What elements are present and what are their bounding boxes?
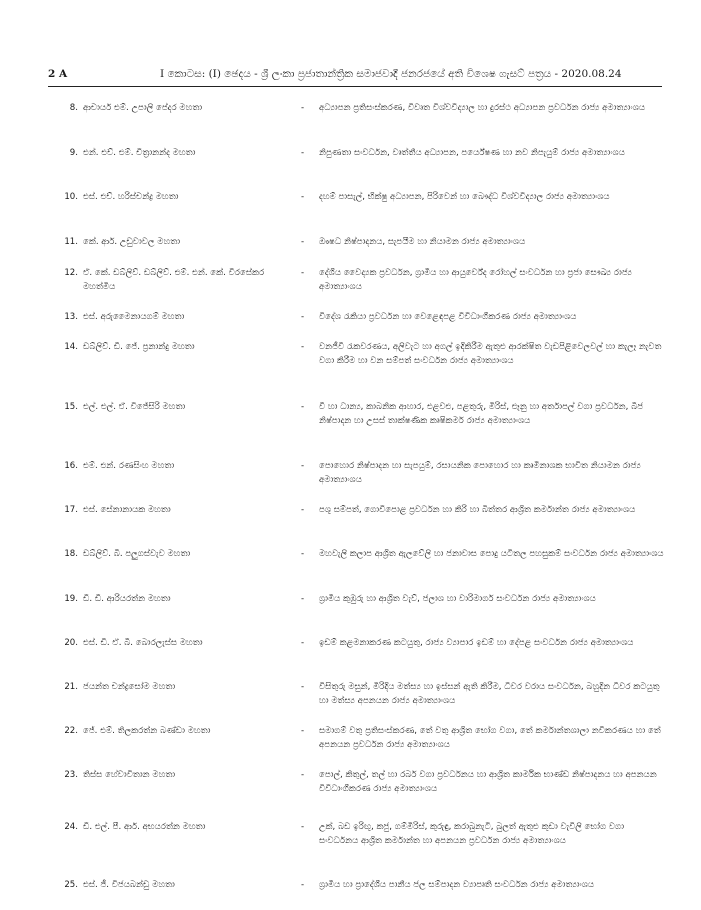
- ministry-description: පශු සම්පත්, ගොවිපොළ ප්‍රවර්ධන හා කිරි හා බිත්තර ආශ්‍රිත කර්මාන්ත රාජ්‍ය අමාත්‍යාංශය: [319, 505, 636, 515]
- entry-number: 20.: [64, 638, 78, 648]
- entry-number: 23.: [64, 770, 78, 780]
- minister-name: එස්. ජී. විජයබන්ඩු මහතා: [83, 880, 175, 890]
- entry-dash: -: [301, 594, 305, 604]
- minister-name: ජයන්ත චන්ද්‍රසෝම මහතා: [83, 682, 176, 692]
- entry-dash: -: [301, 237, 305, 247]
- entry-number: 17.: [64, 505, 78, 515]
- ministry-description: උක්, බඩ ඉරිඟු, කජු, ගම්මිරිස්, කුරුඳු, කරාබුනැටි, බුලත් ඇතුළු කුඩා වැවිලි භෝග වගා සංවර්ධනය ආශ්‍රිත කර්මාන්ත හා අපනයන ප්‍රවර්ධන රාජ්‍ය අමාත්‍යාංශය: [319, 822, 625, 846]
- entry-dash: -: [301, 880, 305, 890]
- ministry-description: පොහොර නිෂ්පාදන හා සැපයුම්, රසායනික පොහොර හා කෘමිනාශක භාවිත නියාමන රාජ්‍ය අමාත්‍යාංශය: [319, 461, 641, 485]
- entry-dash: -: [301, 148, 305, 158]
- ministry-description: විදේශ රැකියා ප්‍රවර්ධන හා වෙළෙඳපළ විවිධාංගීකරණ රාජ්‍ය අමාත්‍යාංශය: [319, 312, 577, 322]
- ministry-description: ග්‍රාමීය හා ප්‍රාදේශීය පානීය ජල සම්පාදන ව්‍යාපෘති සංවර්ධන රාජ්‍ය අමාත්‍යාංශය: [319, 880, 595, 890]
- entry-number: 25.: [64, 880, 78, 890]
- ministry-description: අධ්‍යාපන ප්‍රතිසංස්කරණ, විවෘත විශ්වවිද්‍යාල හා දුරස්ථ අධ්‍යාපන ප්‍රවර්ධන රාජ්‍ය අමාත්‍යාංශය: [319, 103, 646, 113]
- entry-dash: -: [301, 549, 305, 559]
- entry-number: 12.: [64, 268, 78, 278]
- minister-name: ජේ. එම්. තිලකරත්න බණ්ඩා මහතා: [83, 726, 211, 736]
- entry-dash: -: [301, 461, 305, 471]
- entry-number: 9.: [69, 148, 78, 158]
- ministry-description: වී හා ධාන්‍ය, කාබනික ආහාර, එළවළු, පළතුරු, මිරිස්, ළූනු හා අර්තාපල් වගා ප්‍රවර්ධන, බීජ නිෂ්පාදන හා උසස් තාක්ෂණික කෘෂිකර්ම රාජ්‍ය අමාත්‍යාංශය: [319, 402, 644, 426]
- ministry-description: විසිතුරු මසුන්, මිරිදිය මත්ස්‍ය හා ඉස්සන් ඇති කිරීම, ධීවර වරාය සංවර්ධන, බහුදින ධීවර කටයුතු හා මත්ස්‍ය අපනයන රාජ්‍ය අමාත්‍යාංශය: [319, 682, 660, 706]
- ministry-description: මහවැලි කලාප ආශ්‍රිත ඇලවේලි හා ජනාවාස පොදු යටිතල පහසුකම් සංවර්ධන රාජ්‍ය අමාත්‍යාංශය: [319, 549, 664, 559]
- entry-dash: -: [301, 192, 305, 202]
- entry-dash: -: [301, 312, 305, 322]
- ministry-description: දේශීය වෛද්‍යක ප්‍රවර්ධන, ග්‍රාමීය හා ආයුර්වේද රෝහල් සංවර්ධන හා ප්‍රජා සෞඛ්‍ය රාජ්‍ය අමාත්‍යාංශය: [319, 268, 632, 292]
- minister-name: ඩබ්ලිව්. බී. පලුගස්වැව මහතා: [83, 549, 191, 559]
- entry-number: 24.: [64, 822, 78, 832]
- ministry-description: දහම් පාසැල්, භික්ෂු අධ්‍යාපන, පිරිවෙන් හා බෞද්ධ විශ්වවිද්‍යාල රාජ්‍ය අමාත්‍යාංශය: [319, 192, 610, 202]
- ministry-description: වනජීවී රැකවරණය, අලිවැට හා අගල් ඉදිකිරීම ඇතුළු ආරක්ෂිත වැඩපිළිවෙලවල් හා කැලෑ නැවත වගා කිරීම හා වන සම්පත් සංවර්ධන රාජ්‍ය අමාත්‍යාංශය: [319, 342, 662, 366]
- ministry-description: නිපුණතා සංවර්ධන, වෘත්තීය අධ්‍යාපන, පර්යේෂණ හා නව නිපැයුම් රාජ්‍ය අමාත්‍යාංශය: [319, 148, 625, 158]
- entry-number: 14.: [64, 342, 78, 352]
- entry-dash: -: [301, 103, 305, 113]
- ministry-description: ග්‍රාමීය කුඹුරු හා ආශ්‍රිත වැව්, ජලාශ හා වාරිමාර්ග සංවර්ධන රාජ්‍ය අමාත්‍යාංශය: [319, 594, 596, 604]
- entry-number: 11.: [64, 237, 78, 247]
- entry-dash: -: [301, 402, 305, 412]
- entry-dash: -: [301, 268, 305, 278]
- ministry-description: ඉඩම් කළමනාකරණ කටයුතු, රාජ්‍ය ව්‍යාපාර ඉඩම් හා දේපළ සංවර්ධන රාජ්‍ය අමාත්‍යාංශය: [319, 638, 634, 648]
- minister-name: ඩබ්ලිව්. ඩී. ජේ. ප්‍රනාන්දු මහතා: [83, 342, 195, 352]
- entry-number: 16.: [64, 461, 78, 471]
- entry-number: 21.: [64, 682, 78, 692]
- entry-number: 10.: [64, 192, 78, 202]
- entry-number: 19.: [64, 594, 78, 604]
- minister-name: එස්. එච්. හරිස්චන්ද්‍ර මහතා: [83, 192, 179, 202]
- entry-dash: -: [301, 342, 305, 352]
- entry-dash: -: [301, 505, 305, 515]
- minister-name: එම්. එන්. රණසිංහ මහතා: [83, 461, 175, 471]
- entry-number: 22.: [64, 726, 78, 736]
- minister-name: ඒ. කේ. ඩබ්ලිව්. ඩබ්ලිව්. එම්. එන්. කේ. වීරසේකර මහත්මිය: [83, 268, 265, 292]
- entry-dash: -: [301, 638, 305, 648]
- minister-name: ඩී. එල්. පී. ආර්. අභයරත්න මහතා: [83, 822, 206, 832]
- ministry-description: ඖෂධ නිෂ්පාදනය, සැපයීම හා නියාමන රාජ්‍ය අමාත්‍යාංශය: [319, 237, 526, 247]
- ministry-description: සමාගම් වතු ප්‍රතිසංස්කරණ, තේ වතු ආශ්‍රිත භෝග වගා, තේ කර්මාන්තශාලා නවීකරණය හා තේ අපනයන ප්‍රවර්ධන රාජ්‍ය අමාත්‍යාංශය: [319, 726, 661, 750]
- entry-number: 13.: [64, 312, 78, 322]
- entry-number: 15.: [64, 402, 78, 412]
- minister-name: එස්. අරුමෛනායගම් මහතා: [83, 312, 185, 322]
- minister-name: එල්. එල්. ඒ. විජේසිරි මහතා: [83, 402, 186, 412]
- minister-name: එස්. ඩී. ඒ. බී. බොරලැස්ස මහතා: [83, 638, 203, 648]
- entry-dash: -: [301, 682, 305, 692]
- entry-dash: -: [301, 726, 305, 736]
- minister-name: එන්. එච්. එම්. චිත්‍රානන්ද මහතා: [83, 148, 196, 158]
- entry-dash: -: [301, 770, 305, 780]
- page-number: 2 A: [48, 68, 68, 80]
- minister-name: ආචාර්ය එම්. උපාලි පේදර මහතා: [83, 103, 203, 113]
- entry-dash: -: [301, 822, 305, 832]
- minister-name: ඩී. ඩී. ආරියරත්න මහතා: [83, 594, 171, 604]
- ministry-description: පොල්, කිතුල්, තල් හා රබර් වගා ප්‍රවර්ධනය හා ආශ්‍රිත කාර්මික භාණ්ඩ නිෂ්පාදනය හා අපනයන විවිධාංගීකරණ රාජ්‍ය අමාත්‍යාංශය: [319, 770, 657, 794]
- entry-number: 8.: [69, 103, 78, 113]
- minister-name: තිස්ස හේවාවිතාන මහතා: [83, 770, 176, 780]
- minister-name: එස්. සේනානායක මහතා: [83, 505, 171, 515]
- entry-number: 18.: [64, 549, 78, 559]
- minister-name: කේ. ආර්. උඩුවාවල මහතා: [83, 237, 181, 247]
- gazette-title: I කොටස: (I) ඡෙදය - ශ්‍රී ලංකා ප්‍රජාතාන්ත්‍රික සමාජවාදී ජනරජයේ අති විශෙෂ ගැසට් පත්‍රය - 2020.08.24: [160, 68, 622, 80]
